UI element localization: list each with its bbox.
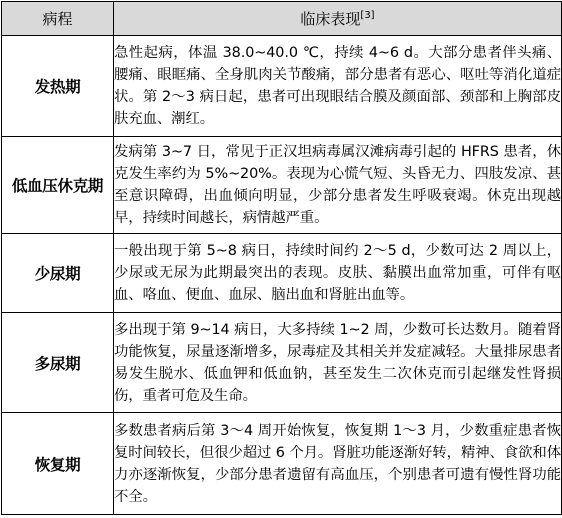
table-row-fever bbox=[2, 36, 562, 137]
manifestation-cell: 多出现于第 9~14 病日，大多持续 1~2 周，少数可长达数月。随着肾功能恢复，尿量逐渐增多，尿毒症及其相关并发症减轻。大量排尿患者易发生脱水、低血钾和低血钠，甚至发生二次休克而引起继发性肾损伤，重者可危及生命。 bbox=[114, 313, 562, 413]
table-row-polyuric bbox=[2, 313, 562, 413]
stage-cell: 多尿期 bbox=[2, 313, 114, 413]
header-reference: [3] bbox=[360, 10, 375, 21]
stage-cell: 低血压休克期 bbox=[2, 137, 114, 234]
stage-cell: 发热期 bbox=[2, 36, 114, 137]
table-row-hypotensive-shock bbox=[2, 137, 562, 234]
stage-cell: 少尿期 bbox=[2, 234, 114, 313]
clinical-course-table bbox=[1, 1, 562, 515]
manifestation-cell: 多数患者病后第 3～4 周开始恢复，恢复期 1～3 月，少数重症患者恢复时间较长，但很少超过 6 个月。肾脏功能逐渐好转，精神、食欲和体力亦逐渐恢复，少部分患者遗留有高血压，个别患者可遗有慢性肾功能不全。 bbox=[114, 413, 562, 515]
header-stage: 病程 bbox=[2, 2, 114, 36]
stage-cell: 恢复期 bbox=[2, 413, 114, 515]
header-manifestation: 临床表现[3] bbox=[114, 2, 562, 36]
manifestation-cell: 发病第 3~7 日，常见于正汉坦病毒属汉滩病毒引起的 HFRS 患者，休克发生率约为 5%~20%。表现为心慌气短、头昏无力、四肢发凉、甚至意识障碍，出血倾向明显，少部分患者发生呼吸衰竭。休克出现越早，持续时间越长，病情越严重。 bbox=[114, 137, 562, 234]
manifestation-cell: 急性起病，体温 38.0~40.0 ℃，持续 4~6 d。大部分患者伴头痛、腰痛、眼眶痛、全身肌肉关节酸痛，部分患者有恶心、呕吐等消化道症状。第 2～3 病日起，患者可出现眼结合膜及颜面部、颈部和上胸部皮肤充血、潮红。 bbox=[114, 36, 562, 137]
manifestation-cell: 一般出现于第 5~8 病日，持续时间约 2～5 d，少数可达 2 周以上，少尿或无尿为此期最突出的表现。皮肤、黏膜出血常加重，可伴有呕血、咯血、便血、血尿、脑出血和肾脏出血等。 bbox=[114, 234, 562, 313]
table-row-recovery bbox=[2, 413, 562, 515]
table-row-oliguric bbox=[2, 234, 562, 313]
table-header-row bbox=[2, 2, 562, 36]
